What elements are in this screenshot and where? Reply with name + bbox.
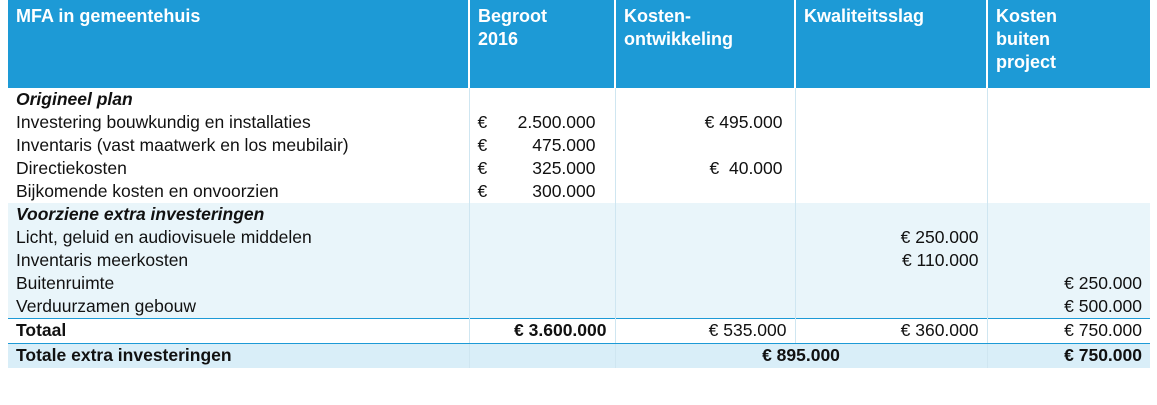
row-label: Buitenruimte xyxy=(8,272,469,295)
cell-empty xyxy=(469,272,615,295)
total-row xyxy=(8,319,1150,344)
header-project xyxy=(8,0,469,88)
table-row xyxy=(8,180,1150,203)
cell-empty xyxy=(615,226,795,249)
begroot-value: 2.500.000 xyxy=(517,112,596,132)
total-kosten: € 535.000 xyxy=(615,319,795,344)
header-kwaliteitsslag-text: Kwaliteitsslag xyxy=(804,6,925,26)
section-title: Origineel plan xyxy=(8,88,469,111)
header-buiten-line1: Kosten xyxy=(996,6,1058,26)
cell-empty xyxy=(615,295,795,319)
kwaliteit-cell xyxy=(795,157,987,180)
cell-empty xyxy=(987,88,1150,111)
cell-empty xyxy=(615,88,795,111)
kosten-cell: € 40.000 xyxy=(615,157,795,180)
buiten-cell xyxy=(987,249,1150,272)
table-row xyxy=(8,111,1150,134)
buiten-cell: € 250.000 xyxy=(987,272,1150,295)
extra-buiten: € 750.000 xyxy=(987,344,1150,369)
kwaliteit-cell: € 110.000 xyxy=(795,249,987,272)
header-kwaliteitsslag xyxy=(795,0,987,88)
header-row xyxy=(8,0,1150,88)
cell-empty xyxy=(469,295,615,319)
header-kosten-buiten-project xyxy=(987,0,1150,88)
header-buiten-line2: buiten xyxy=(996,29,1050,49)
total-buiten: € 750.000 xyxy=(987,319,1150,344)
table-row xyxy=(8,272,1150,295)
section-title: Voorziene extra investeringen xyxy=(8,203,469,226)
buiten-cell xyxy=(987,111,1150,134)
cell-empty xyxy=(987,203,1150,226)
totals xyxy=(8,319,1150,369)
section-title-row xyxy=(8,203,1150,226)
section-title-row xyxy=(8,88,1150,111)
total-label: Totaal xyxy=(8,319,469,344)
table-row xyxy=(8,134,1150,157)
table-row xyxy=(8,249,1150,272)
header-begroot-line2: 2016 xyxy=(478,29,519,49)
kosten-cell xyxy=(615,180,795,203)
row-label: Verduurzamen gebouw xyxy=(8,295,469,319)
buiten-cell: € 500.000 xyxy=(987,295,1150,319)
row-label: Licht, geluid en audiovisuele middelen xyxy=(8,226,469,249)
table-row xyxy=(8,157,1150,180)
extra-label: Totale extra investeringen xyxy=(8,344,469,369)
kwaliteit-cell xyxy=(795,180,987,203)
header-kosten-line2: ontwikkeling xyxy=(624,29,734,49)
header-kostenontwikkeling xyxy=(615,0,795,88)
currency-symbol: € xyxy=(477,135,488,155)
header-begroot xyxy=(469,0,615,88)
buiten-cell xyxy=(987,180,1150,203)
row-label: Directiekosten xyxy=(8,157,469,180)
begroot-cell xyxy=(469,134,615,157)
currency-symbol: € xyxy=(477,158,488,178)
kwaliteit-cell xyxy=(795,272,987,295)
kwaliteit-cell xyxy=(795,295,987,319)
row-label: Inventaris (vast maatwerk en los meubilair) xyxy=(8,134,469,157)
cell-empty xyxy=(615,272,795,295)
cell-empty xyxy=(469,88,615,111)
cell-empty xyxy=(469,226,615,249)
section-origineel-plan xyxy=(8,88,1150,203)
buiten-cell xyxy=(987,157,1150,180)
kosten-cell xyxy=(615,134,795,157)
begroot-cell xyxy=(469,180,615,203)
cell-empty xyxy=(469,344,615,369)
cell-empty xyxy=(795,88,987,111)
total-kwaliteit: € 360.000 xyxy=(795,319,987,344)
cell-empty xyxy=(469,249,615,272)
cell-empty xyxy=(469,203,615,226)
begroot-value: 300.000 xyxy=(532,181,596,201)
begroot-cell xyxy=(469,111,615,134)
buiten-cell xyxy=(987,226,1150,249)
cell-empty xyxy=(795,203,987,226)
begroot-cell xyxy=(469,157,615,180)
table-row xyxy=(8,295,1150,319)
begroot-value: 325.000 xyxy=(532,158,596,178)
header-begroot-line1: Begroot xyxy=(478,6,547,26)
currency-symbol: € xyxy=(477,181,488,201)
budget-table xyxy=(8,0,1150,368)
header-buiten-line3: project xyxy=(996,52,1057,72)
kosten-cell: € 495.000 xyxy=(615,111,795,134)
extra-investments-row xyxy=(8,344,1150,369)
cell-empty xyxy=(615,203,795,226)
currency-symbol: € xyxy=(477,112,488,132)
buiten-cell xyxy=(987,134,1150,157)
row-label: Investering bouwkundig en installaties xyxy=(8,111,469,134)
extra-combined: € 895.000 xyxy=(615,344,987,369)
total-begroot: € 3.600.000 xyxy=(469,319,615,344)
header-kosten-line1: Kosten- xyxy=(624,6,691,26)
table-row xyxy=(8,226,1150,249)
header-project-text: MFA in gemeentehuis xyxy=(16,6,201,26)
begroot-value: 475.000 xyxy=(532,135,596,155)
kwaliteit-cell xyxy=(795,111,987,134)
kwaliteit-cell xyxy=(795,134,987,157)
row-label: Bijkomende kosten en onvoorzien xyxy=(8,180,469,203)
kwaliteit-cell: € 250.000 xyxy=(795,226,987,249)
section-extra-investeringen xyxy=(8,203,1150,319)
cell-empty xyxy=(615,249,795,272)
row-label: Inventaris meerkosten xyxy=(8,249,469,272)
